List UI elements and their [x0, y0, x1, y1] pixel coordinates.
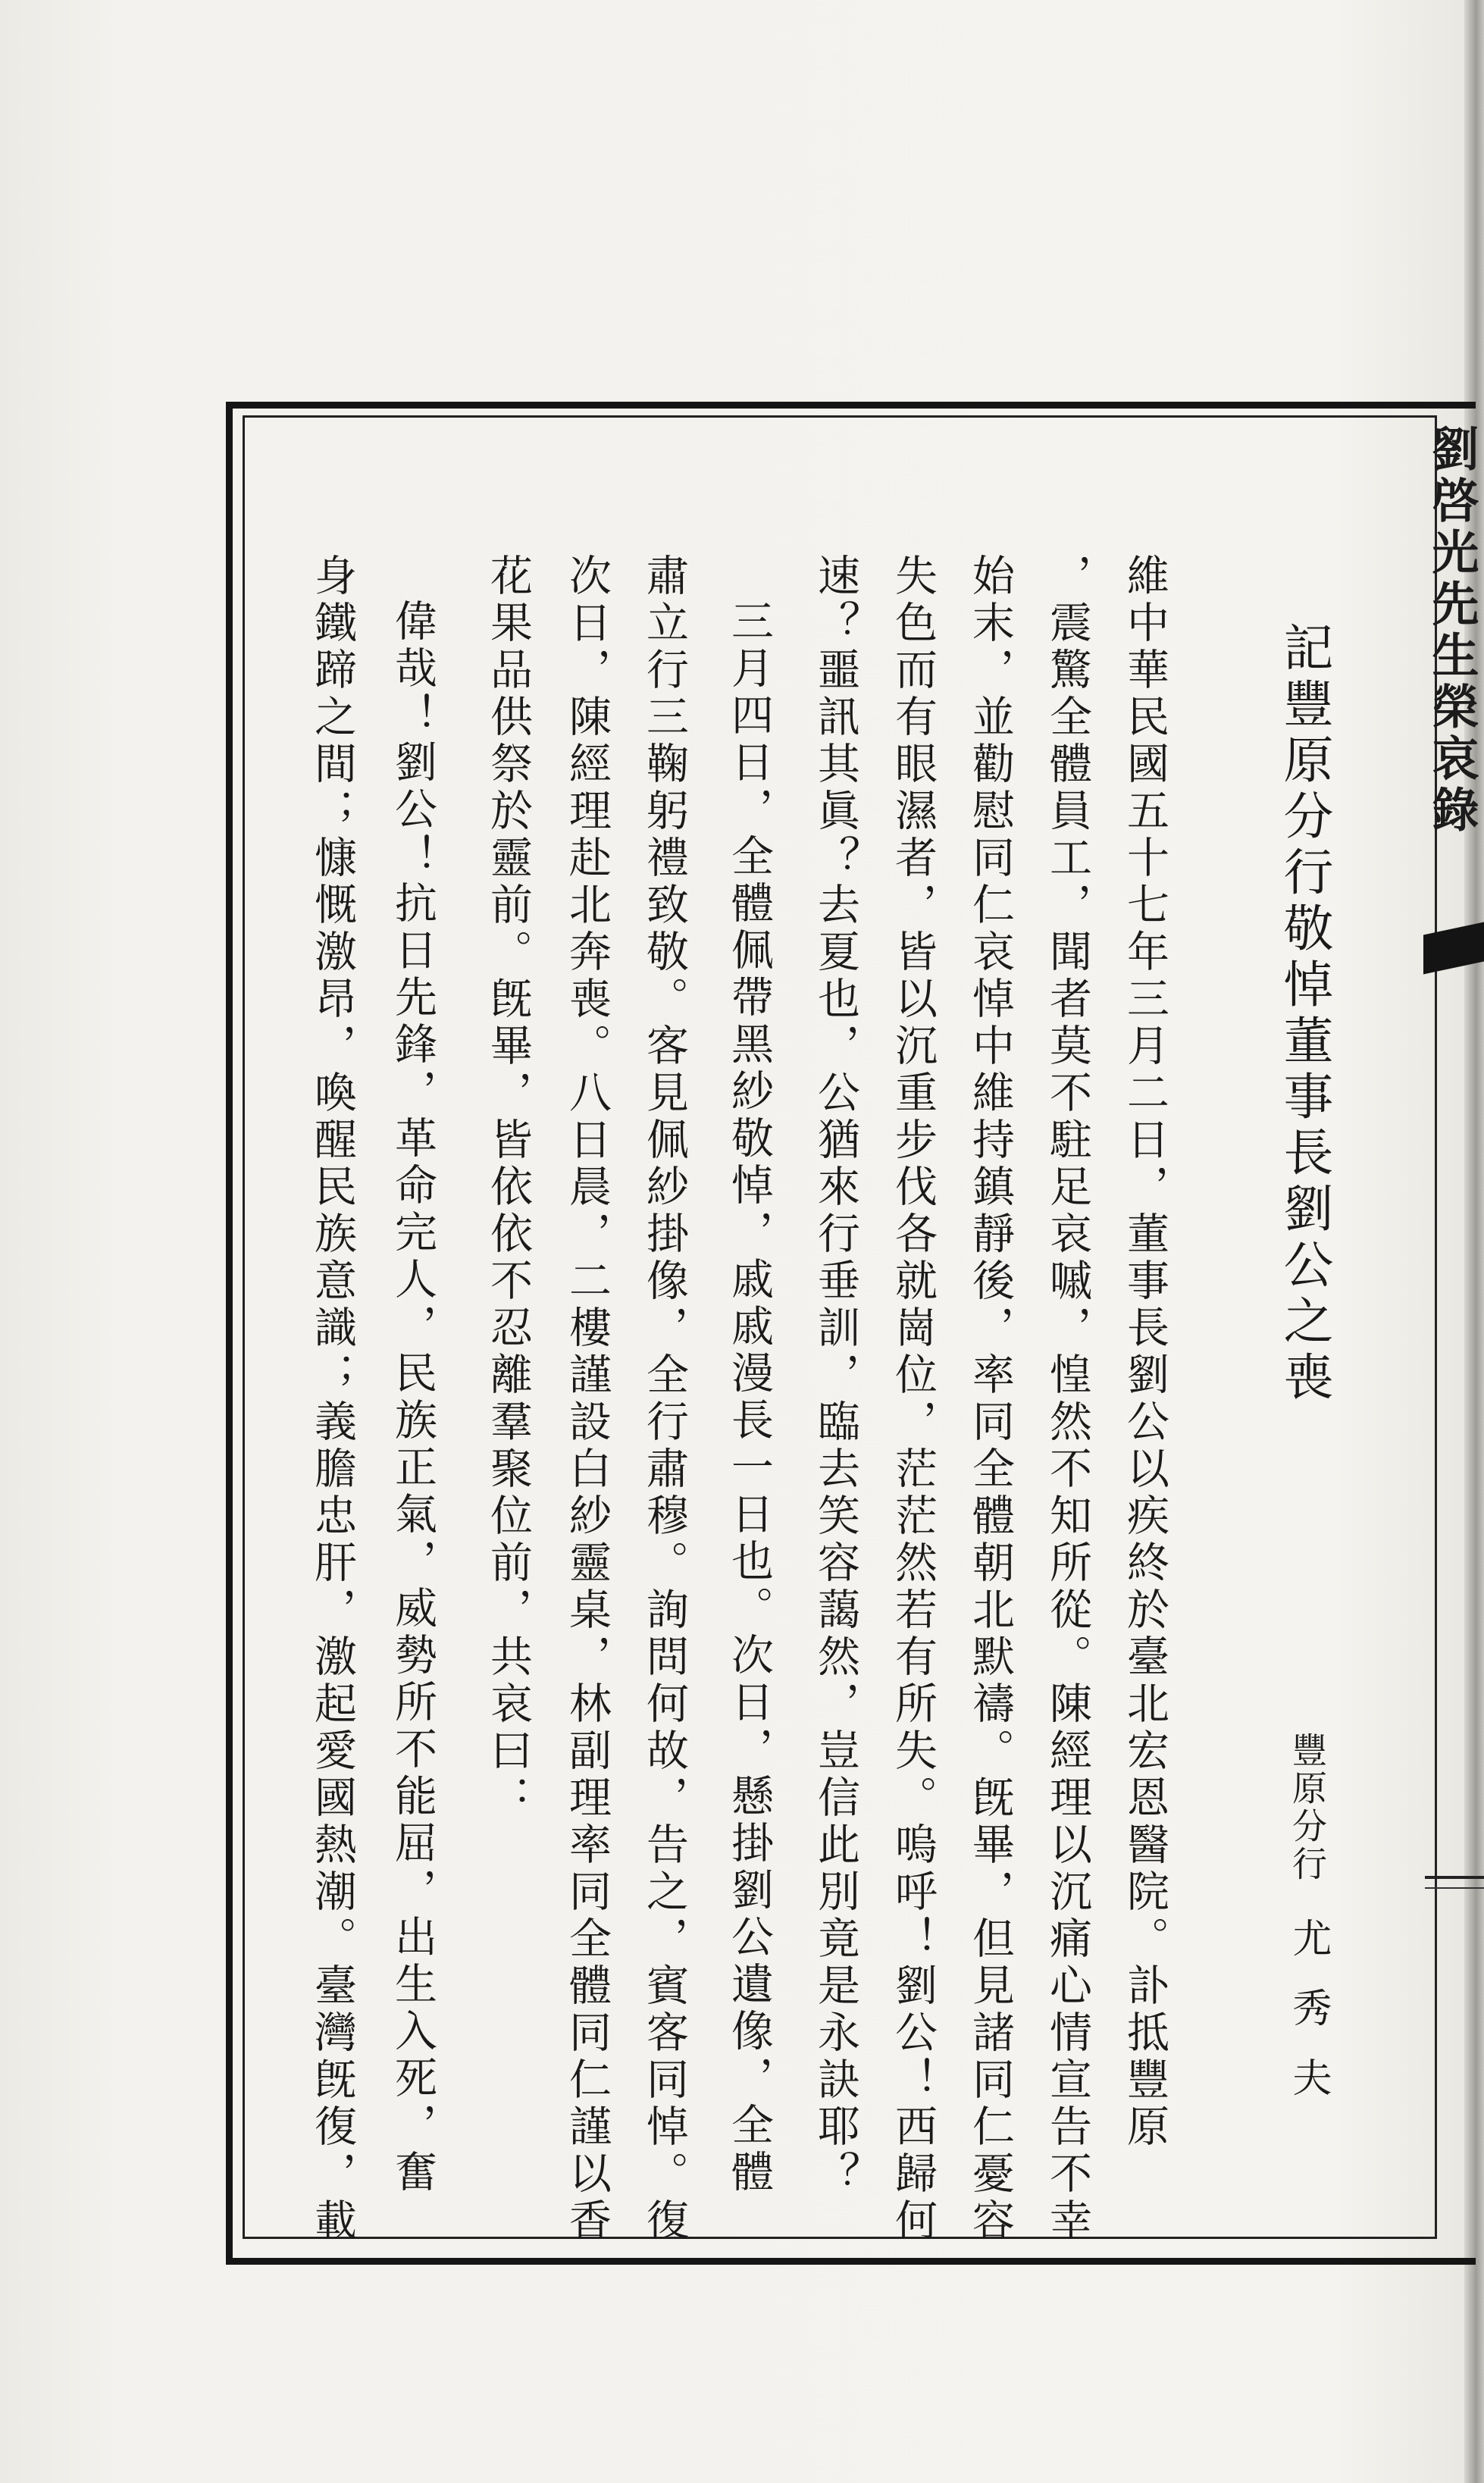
- body-column-11: 身鐵蹄之間；慷慨激昂，喚醒民族意識；義膽忠肝，激起愛國熱潮。臺灣旣復，載: [308, 553, 357, 2245]
- body-column-6: 三月四日，全體佩帶黑紗敬悼，戚戚漫長一日也。次日，懸掛劉公遺像，全體: [725, 599, 774, 2196]
- running-head: 劉啓光先生榮哀錄: [1424, 424, 1479, 837]
- body-column-7: 肅立行三鞠躬禮致敬。客見佩紗掛像，全行肅穆。詢問何故，告之，賓客同悼。復: [640, 553, 689, 2245]
- body-column-5: 速？噩訊其眞？去夏也，公猶來行垂訓，臨去笑容藹然，豈信此別竟是永訣耶？: [811, 553, 860, 2198]
- side-rule-thin: [1425, 1887, 1484, 1889]
- body-column-1: 維中華民國五十七年三月二日，董事長劉公以疾終於臺北宏恩醫院。訃抵豐原: [1120, 553, 1169, 2151]
- body-column-2: ，震驚全體員工，聞者莫不駐足哀嘁，惶然不知所從。陳經理以沉痛心情宣告不幸: [1043, 553, 1092, 2245]
- author-name: 尤秀夫: [1285, 1918, 1331, 2127]
- article-title: 記豐原分行敬悼董事長劉公之喪: [1275, 622, 1333, 1407]
- body-column-8: 次日，陳經理赴北奔喪。八日晨，二樓謹設白紗靈桌，林副理率同全體同仁謹以香: [562, 553, 612, 2245]
- body-column-10: 偉哉！劉公！抗日先鋒，革命完人，民族正氣，威勢所不能屈，出生入死，奮: [388, 599, 437, 2196]
- side-rule: [1425, 1876, 1484, 1879]
- body-column-3: 始末，並勸慰同仁哀悼中維持鎮靜後，率同全體朝北默禱。旣畢，但見諸同仁憂容: [966, 553, 1015, 2245]
- author-unit: 豐原分行: [1287, 1732, 1328, 1883]
- body-column-4: 失色而有眼濕者，皆以沉重步伐各就崗位，茫茫然若有所失。嗚呼！劉公！西歸何: [888, 553, 938, 2245]
- body-column-9: 花果品供祭於靈前。旣畢，皆依依不忍離羣聚位前，共哀曰：: [484, 553, 533, 1822]
